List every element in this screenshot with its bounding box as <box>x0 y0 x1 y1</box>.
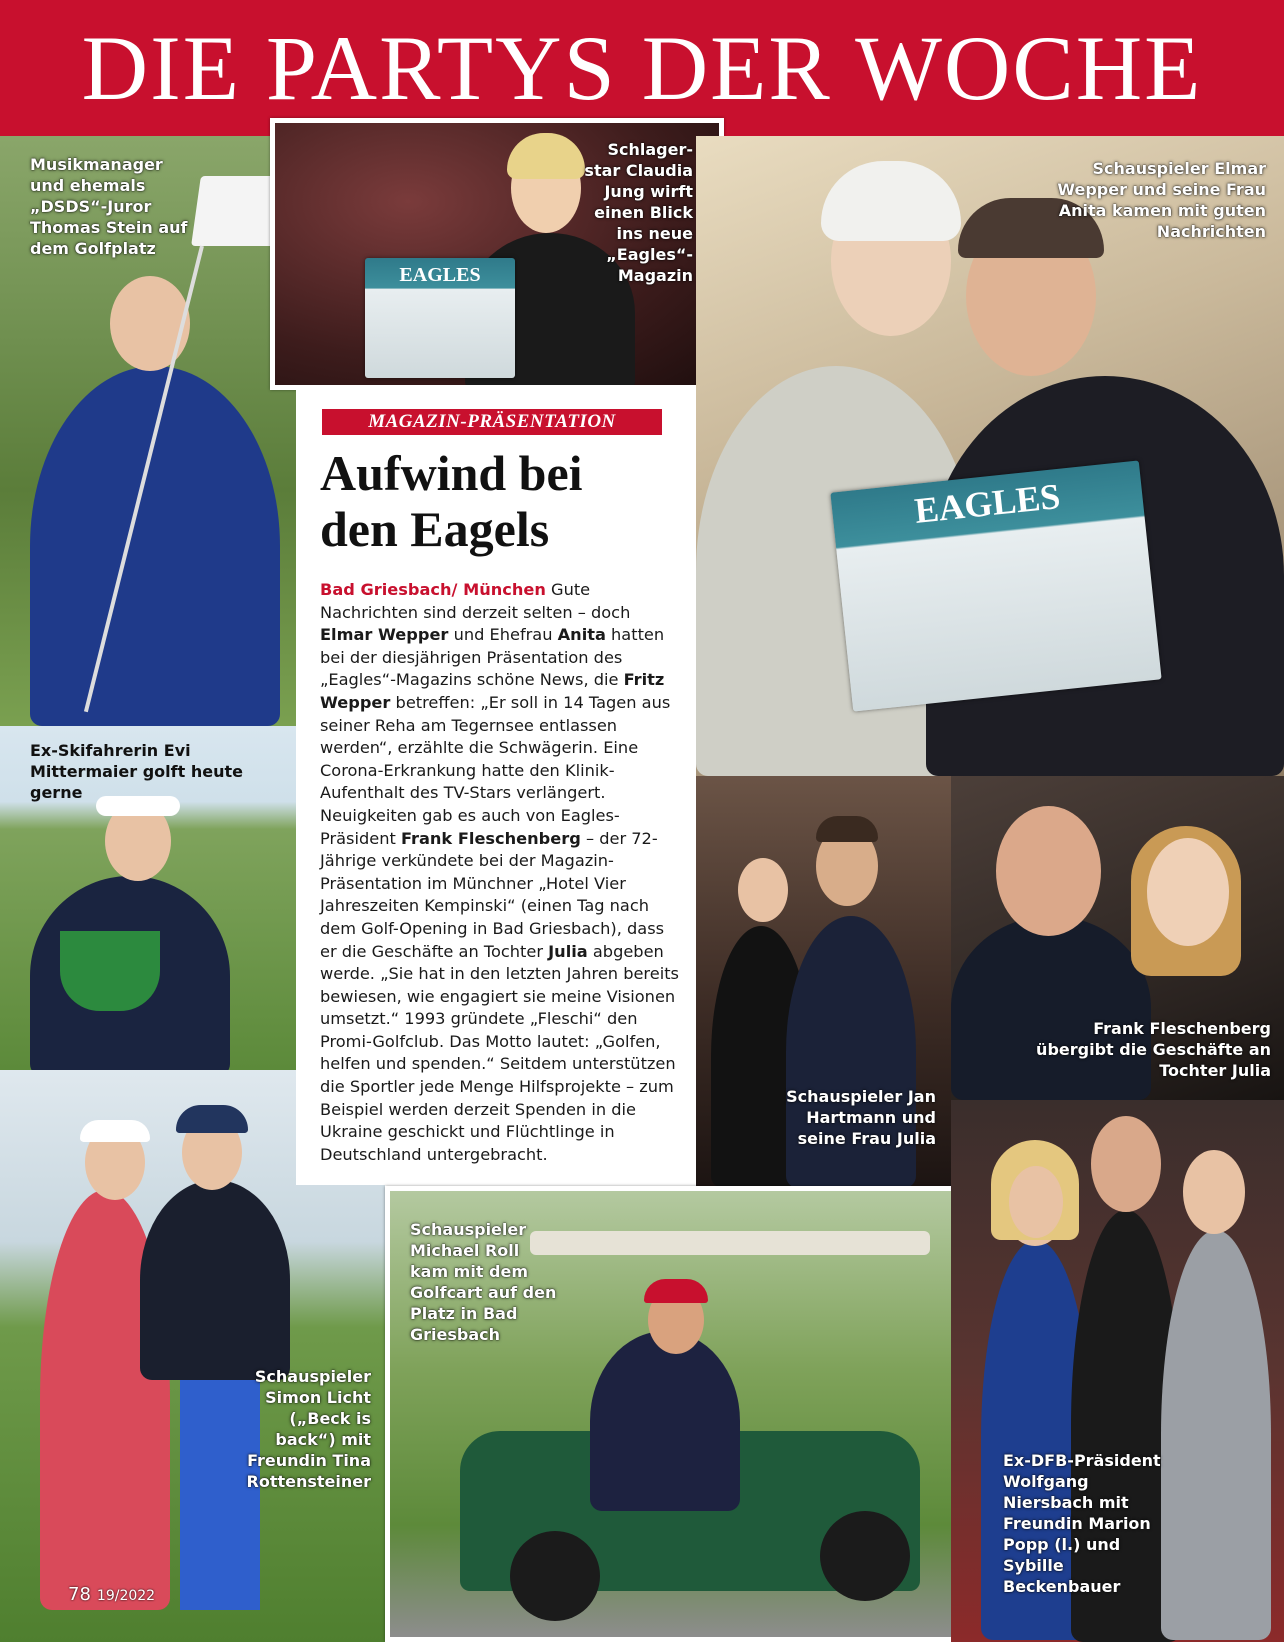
article <box>296 385 696 1185</box>
article-dateline: Bad Griesbach/ München <box>320 580 546 599</box>
photo-jan-hartmann <box>696 776 951 1188</box>
caption-thomas: Musikmanager und ehemals „DSDS“-Juror Thomas Stein auf dem Golfplatz <box>30 155 188 258</box>
article-text-run: und Ehefrau <box>448 625 558 645</box>
article-bold-name: Anita <box>557 625 606 645</box>
article-bold-name: Elmar Wepper <box>320 625 449 645</box>
caption-michael: Schauspieler Michael Roll kam mit dem Golfcart auf den Platz in Bad Griesbach <box>410 1220 557 1344</box>
page-number: 78 <box>68 1584 91 1605</box>
caption-claudia: Schlager-star Claudia Jung wirft einen Blick ins neue „Eagles“-Magazin <box>584 140 693 285</box>
article-bold-name: Fritz Wepper <box>320 670 665 712</box>
photo-michael-roll <box>385 1186 981 1642</box>
issue-number: 19/2022 <box>96 1588 156 1604</box>
photo-frank-fleschenberg <box>951 776 1284 1100</box>
caption-wolfgang: Ex-DFB-Präsident Wolfgang Niersbach mit Freundin Marion Popp (l.) und Sybille Beckenbauer <box>1003 1451 1161 1596</box>
article-text-run: betreffen: „Er soll in 14 Tagen aus seiner Reha am Tegernsee entlassen werden“, erzählte die Schwägerin. Eine Corona-Erkrankung hatte den Klinik-Aufenthalt des TV-Stars verlängert. Neuigkeiten gab es auch von Eagles-Präsident <box>320 692 671 848</box>
photo-elmar-anita-wepper <box>696 136 1284 776</box>
article-text-run: hatten bei der diesjährigen Präsentation des „Eagles“-Magazins schöne News, die <box>320 625 665 690</box>
article-headline: Aufwind bei den Eagels <box>320 445 583 557</box>
page-title: DIE PARTYS DER WOCHE <box>81 17 1203 119</box>
photo-evi-mittermaier <box>0 726 296 1070</box>
caption-simon: Schauspieler Simon Licht („Beck is back“) mit Freundin Tina Rottensteiner <box>246 1367 371 1491</box>
article-text-run: Gute Nachrichten sind derzeit selten – doch <box>320 580 631 622</box>
article-bold-name: Julia <box>548 941 588 961</box>
caption-elmar: Schauspieler Elmar Wepper und seine Frau Anita kamen mit guten Nachrichten <box>1057 159 1266 241</box>
article-body <box>320 579 680 1166</box>
caption-evi: Ex-Skifahrerin Evi Mittermaier golft heute gerne <box>30 741 243 802</box>
page-header <box>0 0 1284 136</box>
page-folio <box>68 1584 155 1605</box>
article-text-run: – der 72-Jährige verkündete bei der Magazin-Präsentation im Münchner „Hotel Vier Jahreszeiten Kempinski“ (einen Tag nach dem Golf-Opening in Bad Griesbach), dass er die Geschäfte an Tochter <box>320 828 665 961</box>
ball-basket-icon <box>60 931 160 1011</box>
article-text-run: abgeben werde. „Sie hat in den letzten Jahren bereits bewiesen, wie engagiert sie meine Visionen umsetzt.“ 1993 gründete „Fleschi“ den Promi-Golfclub. Das Motto lautet: „Golfen, helfen und spenden.“ Seitdem unterstützen die Sportler jede Menge Hilfsprojekte – zum Beispiel werden derzeit Spenden in die Ukraine geschickt und Flüchtlinge in Deutschland untergebracht. <box>320 941 679 1164</box>
caption-frank: Frank Fleschenberg übergibt die Geschäfte an Tochter Julia <box>1036 1019 1271 1080</box>
photo-thomas-stein <box>0 136 296 726</box>
eagles-magazine: EAGLES <box>365 258 515 378</box>
article-kicker: MAGAZIN-PRÄSENTATION <box>322 409 662 435</box>
article-bold-name: Frank Fleschenberg <box>400 828 581 848</box>
caption-jan: Schauspieler Jan Hartmann und seine Frau Julia <box>786 1087 936 1148</box>
photo-wolfgang-niersbach <box>951 1100 1284 1642</box>
eagles-magazine-large: EAGLES <box>830 460 1161 711</box>
photo-claudia-jung <box>270 118 724 390</box>
